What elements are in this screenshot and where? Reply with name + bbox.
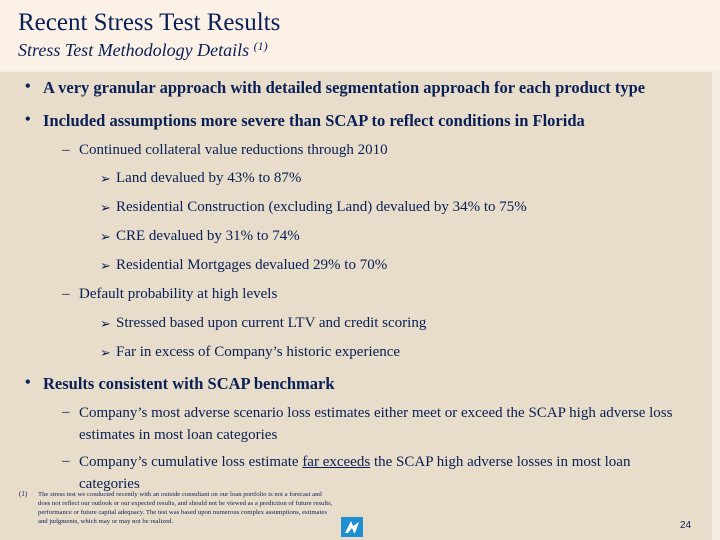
- bullet-1-text: A very granular approach with detailed segmentation approach for each product type: [43, 78, 646, 97]
- bullet-icon: •: [25, 374, 31, 391]
- dash-icon: –: [62, 286, 70, 302]
- page-number: 24: [680, 520, 692, 531]
- sub-item-text: Residential Construction (excluding Land) devalued by 34% to 75%: [116, 199, 527, 215]
- sub-item-text: CRE devalued by 31% to 74%: [116, 228, 300, 244]
- slide-title: Recent Stress Test Results: [18, 9, 281, 36]
- arrowhead-icon: ➢: [100, 172, 111, 187]
- dash-icon: –: [62, 453, 70, 469]
- bullet-3-sub-2-post: the SCAP high adverse losses in most loan categories: [79, 454, 631, 492]
- bullet-3-sub-1-text: Company’s most adverse scenario loss estimates either meet or exceed the SCAP high adverse loss estimates in most loan categories: [79, 405, 673, 443]
- bullet-2-sub-1-text: Continued collateral value reductions through 2010: [79, 142, 388, 158]
- slide-header: [0, 0, 720, 71]
- footnote-number: (1): [19, 490, 28, 498]
- arrowhead-icon: ➢: [100, 201, 111, 216]
- bullet-icon: •: [25, 111, 31, 128]
- slide-subtitle: [18, 39, 268, 61]
- bullet-2-sub-2-text: Default probability at high levels: [79, 286, 278, 302]
- subtitle-footnote-ref: (1): [253, 39, 268, 53]
- sub-item-text: Stressed based upon current LTV and credit scoring: [116, 315, 427, 331]
- header-divider: [0, 71, 720, 72]
- dash-icon: –: [62, 142, 70, 158]
- bullet-3-sub-2-text: [79, 451, 689, 495]
- bullet-icon: •: [25, 78, 31, 95]
- company-logo-icon: [341, 517, 363, 537]
- bullet-2-text: Included assumptions more severe than SCAP to reflect conditions in Florida: [43, 111, 585, 130]
- sub-item-text: Far in excess of Company’s historic experience: [116, 344, 401, 360]
- side-strip: [712, 72, 720, 540]
- sub-item-text: Land devalued by 43% to 87%: [116, 170, 302, 186]
- arrowhead-icon: ➢: [100, 259, 111, 274]
- arrowhead-icon: ➢: [100, 230, 111, 245]
- dash-icon: –: [62, 404, 70, 420]
- bullet-3-text: Results consistent with SCAP benchmark: [43, 374, 335, 393]
- arrowhead-icon: ➢: [100, 317, 111, 332]
- sub-item-text: Residential Mortgages devalued 29% to 70%: [116, 257, 388, 273]
- bullet-3-sub-2-pre: Company’s cumulative loss estimate: [79, 454, 303, 470]
- arrowhead-icon: ➢: [100, 346, 111, 361]
- bullet-3-sub-2-emphasis: far exceeds: [302, 454, 371, 470]
- footnote-text: The stress test we conducted recently with an outside consultant on our loan portfolio is not a forecast and does not reflect our outlook or our expected results, and should not be viewed as a prediction of future results, performance or future capital adequacy. The test was based upon numerous complex assumptions, estimates and judgments, which may or may not be realized.: [38, 491, 333, 526]
- subtitle-text: Stress Test Methodology Details: [18, 40, 250, 60]
